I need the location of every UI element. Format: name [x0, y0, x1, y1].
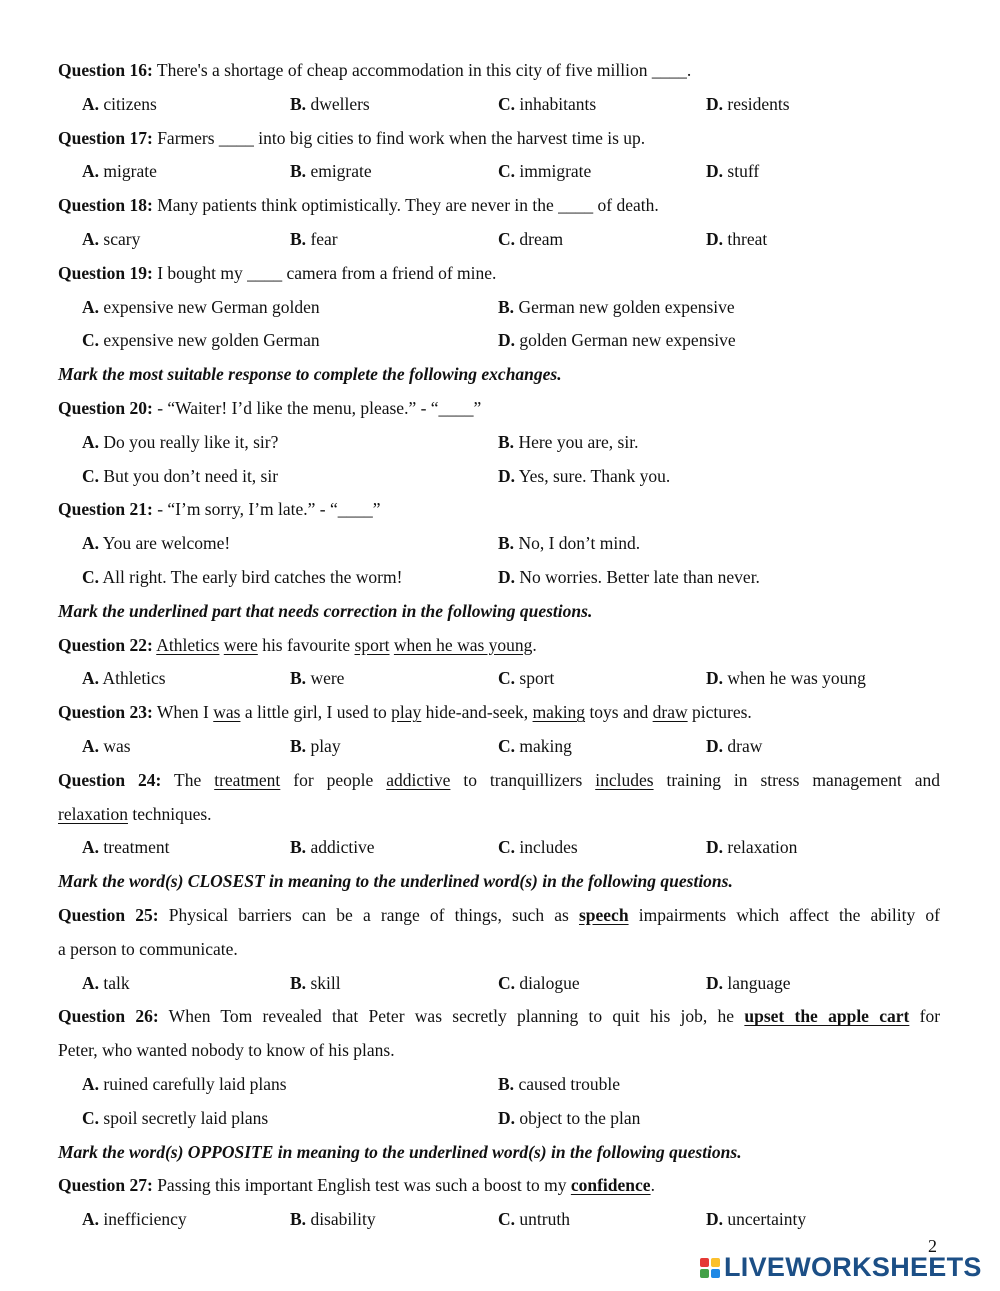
underlined-part: relaxation	[58, 803, 128, 824]
question-text: Many patients think optimistically. They are never in the ____ of death.	[157, 195, 659, 216]
option-a[interactable]: A. expensive new German golden	[82, 296, 320, 317]
underlined-part: was	[213, 702, 241, 723]
option-a[interactable]: A. Athletics	[82, 668, 166, 689]
question-label: Question 24:	[58, 769, 162, 790]
options-row	[58, 223, 940, 257]
option-b[interactable]: B. No, I don’t mind.	[498, 533, 641, 554]
underlined-part: Athletics	[156, 634, 220, 655]
logo-square-blue	[711, 1269, 720, 1278]
option-c[interactable]: C. includes	[498, 837, 578, 858]
options-row	[58, 1102, 940, 1136]
option-d[interactable]: D. golden German new expensive	[498, 330, 736, 351]
option-c[interactable]: C. immigrate	[498, 161, 592, 182]
option-c[interactable]: C. sport	[498, 668, 555, 689]
option-d[interactable]: D. when he was young	[706, 668, 866, 689]
option-a[interactable]: A. was	[82, 735, 131, 756]
option-a[interactable]: A. inefficiency	[82, 1209, 187, 1230]
option-d[interactable]: D. No worries. Better late than never.	[498, 566, 760, 587]
question-label: Question 18:	[58, 195, 153, 216]
underlined-part: when he was young	[393, 634, 533, 655]
question-text: - “Waiter! I’d like the menu, please.” - “____”	[157, 397, 482, 418]
question-18	[58, 189, 940, 223]
option-c[interactable]: C. dialogue	[498, 972, 580, 993]
logo-square-green	[700, 1269, 709, 1278]
section-instruction: Mark the most suitable response to complete the following exchanges.	[58, 364, 562, 385]
options-row	[58, 662, 940, 696]
option-d[interactable]: D. relaxation	[706, 837, 798, 858]
question-text: I bought my ____ camera from a friend of mine.	[157, 262, 497, 283]
option-a[interactable]: A. talk	[82, 972, 130, 993]
option-d[interactable]: D. stuff	[706, 161, 760, 182]
underlined-part: making	[532, 702, 586, 723]
underlined-part: were	[223, 634, 258, 655]
option-b[interactable]: B. disability	[290, 1209, 376, 1230]
question-label: Question 25:	[58, 904, 159, 925]
option-c[interactable]: C. untruth	[498, 1209, 570, 1230]
logo-square-yellow	[711, 1258, 720, 1267]
option-b[interactable]: B. skill	[290, 972, 341, 993]
underlined-part: includes	[595, 769, 654, 790]
option-a[interactable]: A. You are welcome!	[82, 533, 231, 554]
option-c[interactable]: C. But you don’t need it, sir	[82, 465, 279, 486]
question-label: Question 20:	[58, 397, 153, 418]
question-label: Question 21:	[58, 499, 153, 520]
option-a[interactable]: A. treatment	[82, 837, 170, 858]
option-a[interactable]: A. scary	[82, 228, 141, 249]
underlined-part: addictive	[386, 769, 451, 790]
question-26: Question 26: When Tom revealed that Peter was secretly planning to quit his job, he upset the apple cart for	[58, 1006, 941, 1027]
section-instruction: Mark the word(s) OPPOSITE in meaning to the underlined word(s) in the following questions.	[58, 1141, 742, 1162]
underlined-word: upset the apple cart	[744, 1006, 910, 1027]
question-text: There's a shortage of cheap accommodation in this city of five million ____.	[156, 60, 692, 80]
option-b[interactable]: B. Here you are, sir.	[498, 431, 639, 452]
question-23: Question 23: When I was a little girl, I used to play hide-and-seek, making toys and draw pictures.	[58, 702, 752, 723]
option-b[interactable]: B. were	[290, 668, 345, 689]
question-label: Question 16:	[58, 60, 153, 80]
question-26-continued: Peter, who wanted nobody to know of his plans.	[58, 1040, 395, 1061]
options-row	[58, 324, 940, 358]
question-label: Question 19:	[58, 262, 153, 283]
options-row	[58, 291, 940, 325]
option-a[interactable]: A. citizens	[82, 93, 157, 114]
option-b[interactable]: B. caused trouble	[498, 1073, 620, 1094]
option-c[interactable]: C. making	[498, 735, 572, 756]
option-b[interactable]: B. German new golden expensive	[498, 296, 735, 317]
question-19	[58, 257, 940, 291]
question-text: - “I’m sorry, I’m late.” - “____”	[157, 499, 381, 520]
options-row	[58, 561, 940, 595]
underlined-part: play	[391, 702, 422, 723]
underlined-part: draw	[652, 702, 688, 723]
question-22: Question 22: Athletics were his favourite sport when he was young.	[58, 634, 537, 655]
liveworksheets-logo	[700, 1252, 982, 1283]
question-text: Farmers ____ into big cities to find work when the harvest time is up.	[157, 127, 646, 148]
underlined-word: speech	[578, 904, 629, 925]
question-25: Question 25: Physical barriers can be a range of things, such as speech impairments which affect the ability of	[58, 904, 940, 925]
option-b[interactable]: B. dwellers	[290, 93, 370, 114]
options-row	[58, 426, 940, 460]
options-row	[58, 730, 940, 764]
option-d[interactable]: D. language	[706, 972, 791, 993]
logo-square-red	[700, 1258, 709, 1267]
question-17	[58, 122, 940, 156]
page-number: 2	[928, 1236, 937, 1256]
question-label: Question 27:	[58, 1175, 153, 1196]
option-b[interactable]: B. addictive	[290, 837, 375, 858]
option-c[interactable]: C. spoil secretly laid plans	[82, 1107, 269, 1128]
underlined-part: treatment	[214, 769, 281, 790]
underlined-word: confidence	[570, 1175, 651, 1196]
option-d[interactable]: D. Yes, sure. Thank you.	[498, 465, 671, 486]
options-row	[58, 1203, 940, 1237]
options-row	[58, 460, 940, 494]
option-d[interactable]: D. threat	[706, 228, 768, 249]
underlined-part: sport	[354, 634, 390, 655]
option-d[interactable]: D. residents	[706, 93, 790, 114]
question-label: Question 23:	[58, 702, 153, 723]
option-b[interactable]: B. emigrate	[290, 161, 372, 182]
question-16	[58, 54, 940, 88]
question-20	[58, 392, 940, 426]
question-label: Question 22:	[58, 634, 153, 655]
option-c[interactable]: C. expensive new golden German	[82, 330, 320, 351]
section-instruction: Mark the underlined part that needs correction in the following questions.	[58, 600, 593, 621]
option-c[interactable]: C. inhabitants	[498, 93, 597, 114]
logo-icon	[700, 1258, 720, 1278]
option-d[interactable]: D. object to the plan	[498, 1107, 641, 1128]
option-a[interactable]: A. ruined carefully laid plans	[82, 1073, 287, 1094]
option-b[interactable]: B. fear	[290, 228, 338, 249]
options-row	[58, 155, 940, 189]
question-label: Question 17:	[58, 127, 153, 148]
question-25-continued: a person to communicate.	[58, 938, 238, 959]
question-27: Question 27: Passing this important English test was such a boost to my confidence.	[58, 1175, 655, 1196]
option-c[interactable]: C. All right. The early bird catches the worm!	[82, 566, 403, 587]
question-label: Question 26:	[58, 1006, 159, 1027]
option-b[interactable]: B. play	[290, 735, 341, 756]
options-row	[58, 527, 940, 561]
question-21	[58, 493, 940, 527]
options-row	[58, 831, 940, 865]
option-d[interactable]: D. uncertainty	[706, 1209, 807, 1230]
options-row	[58, 1068, 940, 1102]
option-c[interactable]: C. dream	[498, 228, 564, 249]
options-row	[58, 967, 940, 1001]
option-d[interactable]: D. draw	[706, 735, 763, 756]
worksheet-page	[58, 54, 940, 1237]
question-24: Question 24: The treatment for people addictive to tranquillizers includes training in stress management and	[58, 769, 940, 790]
options-row	[58, 88, 940, 122]
logo-text: LIVEWORKSHEETS	[724, 1252, 982, 1282]
section-instruction: Mark the word(s) CLOSEST in meaning to the underlined word(s) in the following questions.	[58, 871, 733, 892]
option-a[interactable]: A. migrate	[82, 161, 157, 182]
question-24-continued: relaxation techniques.	[58, 803, 212, 824]
option-a[interactable]: A. Do you really like it, sir?	[82, 431, 279, 452]
